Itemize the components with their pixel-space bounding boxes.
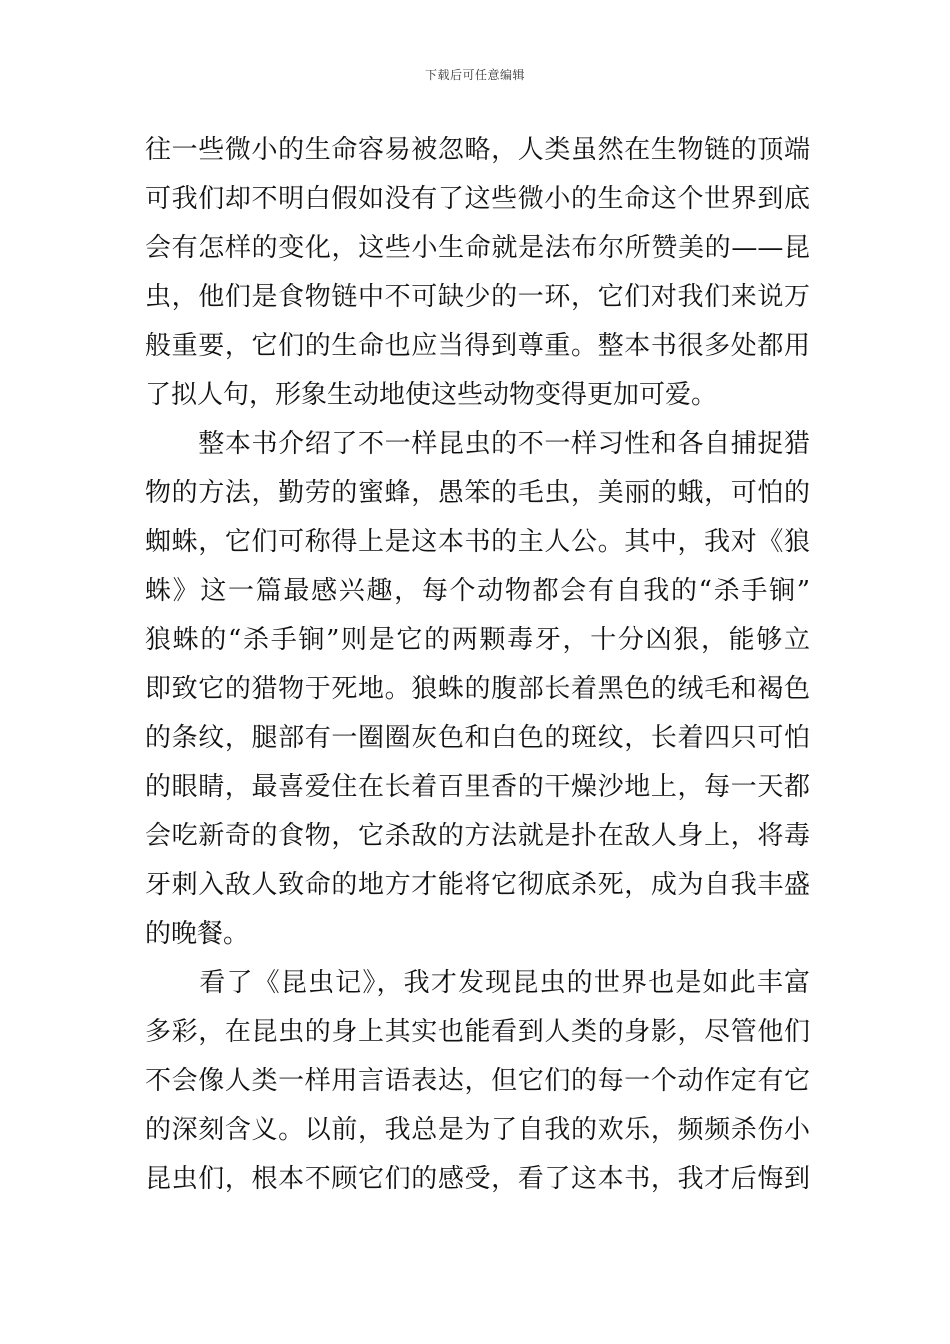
page-header: 下载后可任意编辑	[424, 68, 525, 82]
text-line: 昆虫们，根本不顾它们的感受，看了这本书，我才后悔到	[145, 1164, 810, 1194]
text-line: 即致它的猎物于死地。狼蛛的腹部长着黑色的绒毛和褐色	[145, 674, 810, 704]
paragraph-2	[145, 420, 810, 959]
text-line: 会吃新奇的食物，它杀敌的方法就是扑在敌人身上，将毒	[145, 821, 810, 851]
text-line: 看了《昆虫记》，我才发现昆虫的世界也是如此丰富	[145, 968, 810, 998]
text-line: 会有怎样的变化，这些小生命就是法布尔所赞美的——昆	[145, 233, 810, 263]
text-line: 不会像人类一样用言语表达，但它们的每一个动作定有它	[145, 1066, 810, 1096]
paragraph-1	[145, 126, 810, 420]
text-line: 的眼睛，最喜爱住在长着百里香的干燥沙地上，每一天都	[145, 772, 810, 802]
text-line: 整本书介绍了不一样昆虫的不一样习性和各自捕捉猎	[145, 429, 810, 459]
text-line: 蛛》这一篇最感兴趣，每个动物都会有自我的“杀手锏”	[145, 576, 810, 606]
document-body	[145, 126, 810, 1204]
text-line: 的晚餐。	[145, 919, 250, 949]
text-line: 可我们却不明白假如没有了这些微小的生命这个世界到底	[145, 184, 810, 214]
text-line: 物的方法，勤劳的蜜蜂，愚笨的毛虫，美丽的蛾，可怕的	[145, 478, 810, 508]
text-line: 多彩，在昆虫的身上其实也能看到人类的身影，尽管他们	[145, 1017, 810, 1047]
text-line: 狼蛛的“杀手锏”则是它的两颗毒牙，十分凶狠，能够立	[145, 625, 810, 655]
text-line: 了拟人句，形象生动地使这些动物变得更加可爱。	[145, 380, 718, 410]
text-line: 蜘蛛，它们可称得上是这本书的主人公。其中，我对《狼	[145, 527, 810, 557]
text-line: 般重要，它们的生命也应当得到尊重。整本书很多处都用	[145, 331, 810, 361]
text-line: 的深刻含义。以前，我总是为了自我的欢乐，频频杀伤小	[145, 1115, 810, 1145]
paragraph-3	[145, 959, 810, 1204]
text-line: 虫，他们是食物链中不可缺少的一环，它们对我们来说万	[145, 282, 810, 312]
text-line: 牙刺入敌人致命的地方才能将它彻底杀死，成为自我丰盛	[145, 870, 810, 900]
text-line: 往一些微小的生命容易被忽略，人类虽然在生物链的顶端	[145, 135, 810, 165]
text-line: 的条纹，腿部有一圈圈灰色和白色的斑纹，长着四只可怕	[145, 723, 810, 753]
